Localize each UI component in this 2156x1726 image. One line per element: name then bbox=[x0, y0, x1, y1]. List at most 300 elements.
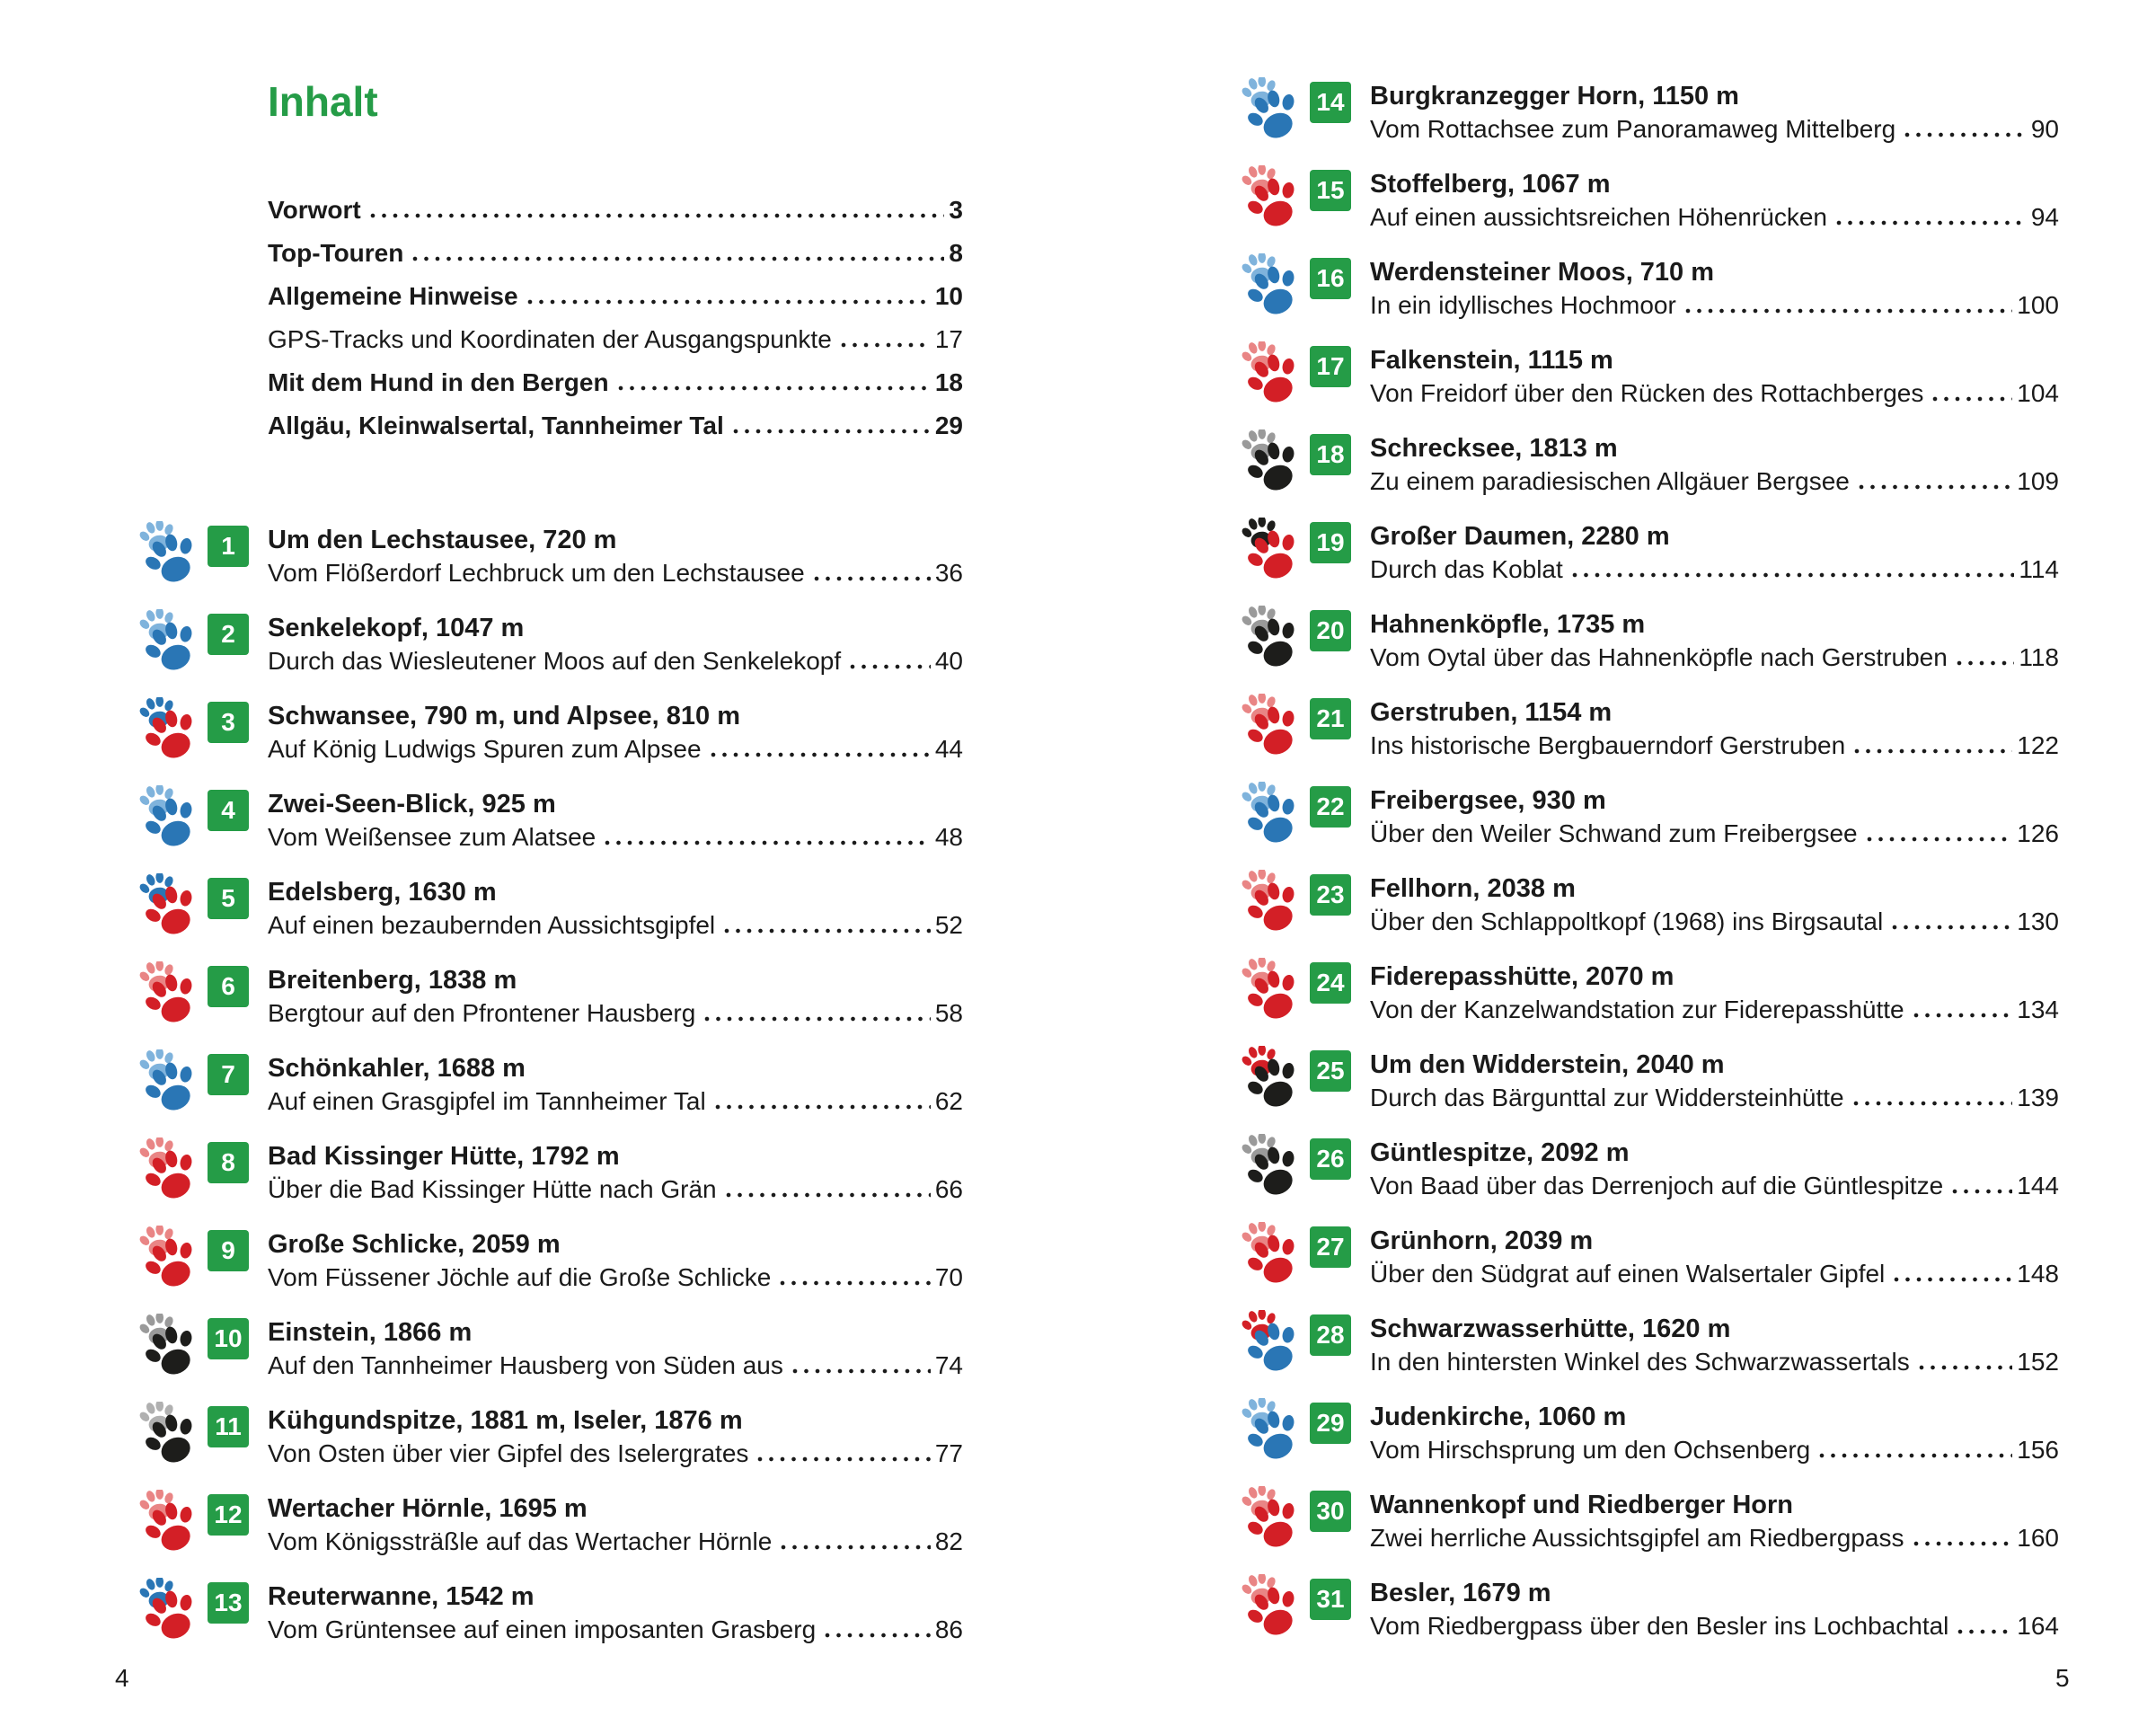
dot-leader bbox=[410, 256, 944, 261]
tour-entry bbox=[139, 525, 963, 589]
tour-subtitle: Von Osten über vier Gipfel des Iselergrates bbox=[268, 1439, 749, 1467]
entry-label: GPS-Tracks und Koordinaten der Ausgangspunkte bbox=[268, 325, 832, 353]
tour-page-number: 82 bbox=[934, 1527, 963, 1555]
tour-page-number: 144 bbox=[2017, 1172, 2059, 1199]
paw-icon bbox=[1241, 518, 1306, 582]
tour-text bbox=[1370, 81, 2059, 145]
tour-number-badge: 18 bbox=[1310, 434, 1351, 475]
tour-entry bbox=[1241, 345, 2059, 409]
dot-leader bbox=[721, 928, 931, 934]
tour-subtitle-row bbox=[1370, 466, 2059, 497]
tour-title: Große Schlicke, 2059 m bbox=[268, 1230, 561, 1259]
dot-leader bbox=[1851, 748, 2012, 754]
page-number-left: 4 bbox=[115, 1664, 129, 1692]
dot-leader bbox=[1851, 1101, 2013, 1106]
tour-subtitle: Auf einen aussichtsreichen Höhenrücken bbox=[1370, 203, 1827, 231]
tour-subtitle: Zwei herrliche Aussichtsgipfel am Riedbergpass bbox=[1370, 1524, 1904, 1552]
paw-icon bbox=[1241, 1398, 1306, 1463]
front-matter-entry bbox=[268, 196, 963, 239]
paw-icon bbox=[139, 1402, 204, 1466]
tour-subtitle-row bbox=[268, 822, 963, 853]
tour-text bbox=[1370, 1226, 2059, 1289]
tour-subtitle: Vom Weißensee zum Alatsee bbox=[268, 823, 596, 851]
tour-number-badge: 2 bbox=[208, 614, 249, 655]
dot-leader bbox=[615, 385, 931, 391]
tour-number-badge: 19 bbox=[1310, 522, 1351, 563]
dot-leader bbox=[1954, 660, 2015, 666]
tour-text bbox=[268, 1141, 963, 1205]
tour-text bbox=[1370, 1137, 2059, 1201]
tour-page-number: 100 bbox=[2017, 291, 2059, 319]
tour-number-badge: 3 bbox=[208, 702, 249, 743]
paw-icon bbox=[139, 1137, 204, 1202]
tour-subtitle: Vom Grüntensee auf einen imposanten Grasberg bbox=[268, 1615, 817, 1643]
tour-subtitle: Auf einen Grasgipfel im Tannheimer Tal bbox=[268, 1087, 706, 1115]
tour-text bbox=[1370, 521, 2059, 585]
paw-icon bbox=[139, 1578, 204, 1642]
entry-label: Vorwort bbox=[268, 196, 361, 224]
tour-text bbox=[1370, 169, 2059, 233]
tour-number-badge: 15 bbox=[1310, 170, 1351, 211]
tour-subtitle: Durch das Bärgunttal zur Widdersteinhütte bbox=[1370, 1084, 1844, 1111]
dot-leader bbox=[1856, 484, 2012, 490]
tour-number-badge: 25 bbox=[1310, 1050, 1351, 1092]
tour-number-badge: 8 bbox=[208, 1142, 249, 1183]
tour-page-number: 94 bbox=[2030, 203, 2059, 231]
tour-subtitle: Zu einem paradiesischen Allgäuer Bergsee bbox=[1370, 467, 1850, 495]
front-matter-list bbox=[268, 196, 963, 455]
tour-title: Schrecksee, 1813 m bbox=[1370, 434, 1618, 463]
tour-text bbox=[1370, 1314, 2059, 1377]
dot-leader bbox=[1911, 1013, 2013, 1018]
tour-entry bbox=[1241, 1137, 2059, 1201]
tour-number-badge: 20 bbox=[1310, 610, 1351, 651]
front-matter-entry bbox=[268, 239, 963, 282]
tour-subtitle-row bbox=[1370, 995, 2059, 1025]
tour-subtitle-row bbox=[268, 1086, 963, 1117]
paw-icon bbox=[1241, 870, 1306, 934]
dot-leader bbox=[838, 342, 931, 348]
tour-subtitle-row bbox=[268, 1527, 963, 1557]
tour-title: Kühgundspitze, 1881 m, Iseler, 1876 m bbox=[268, 1406, 743, 1435]
tour-page-number: 118 bbox=[2019, 643, 2059, 671]
tour-subtitle-row bbox=[1370, 378, 2059, 409]
tour-text bbox=[268, 613, 963, 677]
tour-title: Bad Kissinger Hütte, 1792 m bbox=[268, 1142, 620, 1171]
dot-leader bbox=[822, 1633, 931, 1638]
dot-leader bbox=[1955, 1629, 2012, 1634]
tour-subtitle: Auf König Ludwigs Spuren zum Alpsee bbox=[268, 735, 702, 763]
paw-icon bbox=[1241, 1486, 1306, 1551]
dot-leader bbox=[525, 299, 931, 305]
tour-title: Stoffelberg, 1067 m bbox=[1370, 170, 1611, 199]
tour-subtitle-row bbox=[1370, 1259, 2059, 1289]
tour-title: Großer Daumen, 2280 m bbox=[1370, 522, 1670, 551]
paw-icon bbox=[1241, 606, 1306, 670]
tour-subtitle-row bbox=[1370, 202, 2059, 233]
entry-page-number: 18 bbox=[934, 368, 963, 396]
tour-number-badge: 17 bbox=[1310, 346, 1351, 387]
tour-entry bbox=[1241, 169, 2059, 233]
tour-entry bbox=[139, 1053, 963, 1117]
tour-entry bbox=[1241, 433, 2059, 497]
entry-page-number: 10 bbox=[934, 282, 963, 310]
tour-subtitle: Bergtour auf den Pfrontener Hausberg bbox=[268, 999, 696, 1027]
tour-subtitle-row bbox=[1370, 730, 2059, 761]
tour-number-badge: 12 bbox=[208, 1494, 249, 1536]
tour-subtitle-row bbox=[268, 558, 963, 589]
tour-page-number: 109 bbox=[2017, 467, 2059, 495]
tour-entry bbox=[139, 1581, 963, 1645]
tour-subtitle-row bbox=[1370, 819, 2059, 849]
tour-text bbox=[268, 1317, 963, 1381]
entry-label: Allgäu, Kleinwalsertal, Tannheimer Tal bbox=[268, 412, 724, 439]
dot-leader bbox=[723, 1192, 931, 1198]
tour-entry bbox=[1241, 1490, 2059, 1553]
tour-title: Edelsberg, 1630 m bbox=[268, 878, 497, 907]
tour-title: Breitenberg, 1838 m bbox=[268, 966, 517, 995]
tour-subtitle-row bbox=[1370, 1083, 2059, 1113]
tour-text bbox=[1370, 1490, 2059, 1553]
tour-entry bbox=[139, 965, 963, 1029]
tour-text bbox=[268, 701, 963, 765]
tour-title: Schwansee, 790 m, und Alpsee, 810 m bbox=[268, 702, 740, 730]
tour-page-number: 90 bbox=[2030, 115, 2059, 143]
tour-number-badge: 26 bbox=[1310, 1138, 1351, 1180]
tour-page-number: 40 bbox=[934, 647, 963, 675]
paw-icon bbox=[1241, 253, 1306, 318]
dot-leader bbox=[1916, 1365, 2013, 1370]
tour-subtitle: In ein idyllisches Hochmoor bbox=[1370, 291, 1676, 319]
tour-number-badge: 24 bbox=[1310, 962, 1351, 1004]
dot-leader bbox=[778, 1545, 931, 1550]
tour-title: Einstein, 1866 m bbox=[268, 1318, 473, 1347]
tour-subtitle: Über den Weiler Schwand zum Freibergsee bbox=[1370, 819, 1858, 847]
dot-leader bbox=[1833, 220, 2027, 226]
tour-subtitle: Ins historische Bergbauerndorf Gerstruben bbox=[1370, 731, 1846, 759]
tour-title: Werdensteiner Moos, 710 m bbox=[1370, 258, 1715, 287]
tour-title: Falkenstein, 1115 m bbox=[1370, 346, 1613, 375]
tour-entry bbox=[139, 613, 963, 677]
tour-subtitle: Vom Rottachsee zum Panoramaweg Mittelberg bbox=[1370, 115, 1896, 143]
dot-leader bbox=[777, 1280, 931, 1286]
paw-icon bbox=[139, 873, 204, 938]
tour-entry bbox=[1241, 697, 2059, 761]
tour-subtitle: Über den Schlappoltkopf (1968) ins Birgsautal bbox=[1370, 907, 1884, 935]
tour-text bbox=[1370, 873, 2059, 937]
dot-leader bbox=[1930, 396, 2012, 402]
entry-label: Allgemeine Hinweise bbox=[268, 282, 518, 310]
tour-title: Güntlespitze, 2092 m bbox=[1370, 1138, 1630, 1167]
tour-subtitle-row bbox=[268, 646, 963, 677]
dot-leader bbox=[811, 576, 931, 581]
tour-title: Schönkahler, 1688 m bbox=[268, 1054, 526, 1083]
tour-entry bbox=[1241, 873, 2059, 937]
paw-icon bbox=[139, 697, 204, 762]
tour-number-badge: 30 bbox=[1310, 1491, 1351, 1532]
entry-label: Top-Touren bbox=[268, 239, 404, 267]
tour-text bbox=[1370, 433, 2059, 497]
paw-icon bbox=[139, 785, 204, 850]
paw-icon bbox=[139, 1314, 204, 1378]
tour-page-number: 126 bbox=[2017, 819, 2059, 847]
dot-leader bbox=[847, 664, 931, 669]
tour-page-number: 104 bbox=[2017, 379, 2059, 407]
tour-text bbox=[1370, 785, 2059, 849]
tour-subtitle-row bbox=[268, 1262, 963, 1293]
tour-page-number: 122 bbox=[2017, 731, 2059, 759]
paw-icon bbox=[1241, 1574, 1306, 1639]
tour-page-number: 74 bbox=[934, 1351, 963, 1379]
tour-text bbox=[268, 789, 963, 853]
tour-page-number: 70 bbox=[934, 1263, 963, 1291]
paw-icon bbox=[139, 521, 204, 586]
tour-number-badge: 21 bbox=[1310, 698, 1351, 739]
paw-icon bbox=[139, 1049, 204, 1114]
tour-subtitle-row bbox=[1370, 290, 2059, 321]
tour-page-number: 148 bbox=[2017, 1260, 2059, 1288]
tour-title: Schwarzwasserhütte, 1620 m bbox=[1370, 1314, 1731, 1343]
tour-entry bbox=[1241, 1049, 2059, 1113]
dot-leader bbox=[755, 1456, 930, 1462]
tour-subtitle: In den hintersten Winkel des Schwarzwassertals bbox=[1370, 1348, 1910, 1376]
tour-text bbox=[268, 877, 963, 941]
tour-subtitle-row bbox=[1370, 1435, 2059, 1465]
tour-entry bbox=[139, 701, 963, 765]
tour-title: Burgkranzegger Horn, 1150 m bbox=[1370, 82, 1739, 111]
tour-subtitle-row bbox=[1370, 554, 2059, 585]
tour-entry bbox=[139, 1141, 963, 1205]
entry-page-number: 8 bbox=[949, 239, 963, 267]
tour-subtitle-row bbox=[268, 998, 963, 1029]
tour-text bbox=[1370, 697, 2059, 761]
tour-subtitle-row bbox=[1370, 114, 2059, 145]
paw-icon bbox=[1241, 77, 1306, 142]
tour-number-badge: 9 bbox=[208, 1230, 249, 1271]
tour-subtitle: Von der Kanzelwandstation zur Fiderepasshütte bbox=[1370, 996, 1904, 1023]
tour-entry bbox=[1241, 1314, 2059, 1377]
entry-label: Mit dem Hund in den Bergen bbox=[268, 368, 609, 396]
dot-leader bbox=[1949, 1189, 2012, 1194]
tour-title: Besler, 1679 m bbox=[1370, 1579, 1551, 1607]
tour-entry bbox=[139, 789, 963, 853]
tour-subtitle-row bbox=[268, 734, 963, 765]
tour-list-right bbox=[1241, 81, 2059, 1666]
tour-entry bbox=[139, 877, 963, 941]
tour-number-badge: 13 bbox=[208, 1582, 249, 1624]
paw-icon bbox=[139, 1226, 204, 1290]
tour-text bbox=[268, 1581, 963, 1645]
paw-icon bbox=[1241, 782, 1306, 846]
tour-entry bbox=[1241, 961, 2059, 1025]
tour-subtitle: Vom Oytal über das Hahnenköpfle nach Gerstruben bbox=[1370, 643, 1948, 671]
tour-subtitle: Von Baad über das Derrenjoch auf die Güntlespitze bbox=[1370, 1172, 1944, 1199]
tour-subtitle-row bbox=[1370, 1523, 2059, 1553]
tour-subtitle: Vom Flößerdorf Lechbruck um den Lechstausee bbox=[268, 559, 805, 587]
dot-leader bbox=[1816, 1453, 2012, 1458]
tour-subtitle-row bbox=[1370, 1611, 2059, 1642]
tour-text bbox=[1370, 1049, 2059, 1113]
tour-subtitle: Über die Bad Kissinger Hütte nach Grän bbox=[268, 1175, 717, 1203]
tour-subtitle-row bbox=[268, 1615, 963, 1645]
tour-page-number: 139 bbox=[2017, 1084, 2059, 1111]
paw-icon bbox=[1241, 1046, 1306, 1111]
dot-leader bbox=[712, 1104, 931, 1110]
tour-number-badge: 31 bbox=[1310, 1579, 1351, 1620]
tour-entry bbox=[1241, 1402, 2059, 1465]
tour-entry bbox=[1241, 257, 2059, 321]
tour-entry bbox=[1241, 785, 2059, 849]
tour-number-badge: 14 bbox=[1310, 82, 1351, 123]
paw-icon bbox=[1241, 1134, 1306, 1199]
tour-number-badge: 10 bbox=[208, 1318, 249, 1359]
tour-number-badge: 11 bbox=[208, 1406, 249, 1447]
tour-text bbox=[268, 1229, 963, 1293]
tour-text bbox=[1370, 961, 2059, 1025]
page-title: Inhalt bbox=[268, 78, 378, 125]
tour-page-number: 77 bbox=[934, 1439, 963, 1467]
dot-leader bbox=[602, 840, 931, 845]
tour-number-badge: 7 bbox=[208, 1054, 249, 1095]
tour-title: Senkelekopf, 1047 m bbox=[268, 614, 525, 642]
tour-page-number: 52 bbox=[934, 911, 963, 939]
tour-subtitle-row bbox=[1370, 907, 2059, 937]
tour-page-number: 114 bbox=[2019, 555, 2059, 583]
dot-leader bbox=[1864, 836, 2013, 842]
tour-subtitle: Von Freidorf über den Rücken des Rottachberges bbox=[1370, 379, 1924, 407]
tour-text bbox=[1370, 1402, 2059, 1465]
dot-leader bbox=[1683, 308, 2012, 314]
tour-text bbox=[268, 1493, 963, 1557]
tour-subtitle: Auf einen bezaubernden Aussichtsgipfel bbox=[268, 911, 716, 939]
tour-subtitle: Auf den Tannheimer Hausberg von Süden aus bbox=[268, 1351, 783, 1379]
tour-entry bbox=[139, 1405, 963, 1469]
front-matter-entry bbox=[268, 282, 963, 325]
tour-page-number: 36 bbox=[934, 559, 963, 587]
paw-icon bbox=[1241, 1222, 1306, 1287]
paw-icon bbox=[1241, 1310, 1306, 1375]
dot-leader bbox=[708, 752, 931, 757]
front-matter-entry bbox=[268, 368, 963, 412]
page-number-right: 5 bbox=[2055, 1664, 2070, 1692]
tour-text bbox=[1370, 609, 2059, 673]
tour-subtitle: Vom Königssträßle auf das Wertacher Hörnle bbox=[268, 1527, 773, 1555]
tour-subtitle: Vom Füssener Jöchle auf die Große Schlicke bbox=[268, 1263, 772, 1291]
tour-entry bbox=[1241, 1226, 2059, 1289]
tour-subtitle-row bbox=[1370, 642, 2059, 673]
tour-page-number: 130 bbox=[2017, 907, 2059, 935]
tour-title: Gerstruben, 1154 m bbox=[1370, 698, 1613, 727]
tour-title: Judenkirche, 1060 m bbox=[1370, 1403, 1627, 1431]
paw-icon bbox=[139, 1490, 204, 1554]
tour-title: Um den Lechstausee, 720 m bbox=[268, 526, 617, 554]
tour-subtitle: Vom Riedbergpass über den Besler ins Lochbachtal bbox=[1370, 1612, 1949, 1640]
tour-entry bbox=[1241, 609, 2059, 673]
tour-subtitle-row bbox=[268, 910, 963, 941]
tour-number-badge: 23 bbox=[1310, 874, 1351, 916]
tour-page-number: 156 bbox=[2017, 1436, 2059, 1464]
tour-text bbox=[268, 1053, 963, 1117]
tour-page-number: 62 bbox=[934, 1087, 963, 1115]
tour-page-number: 152 bbox=[2017, 1348, 2059, 1376]
tour-page-number: 66 bbox=[934, 1175, 963, 1203]
paw-icon bbox=[1241, 694, 1306, 758]
tour-title: Zwei-Seen-Blick, 925 m bbox=[268, 790, 556, 819]
tour-subtitle-row bbox=[1370, 1347, 2059, 1377]
paw-icon bbox=[1241, 958, 1306, 1022]
tour-number-badge: 28 bbox=[1310, 1314, 1351, 1356]
tour-entry bbox=[139, 1317, 963, 1381]
tour-title: Um den Widderstein, 2040 m bbox=[1370, 1050, 1725, 1079]
tour-title: Fiderepasshütte, 2070 m bbox=[1370, 962, 1674, 991]
tour-subtitle-row bbox=[1370, 1171, 2059, 1201]
tour-number-badge: 1 bbox=[208, 526, 249, 567]
paw-icon bbox=[1241, 165, 1306, 230]
dot-leader bbox=[1891, 1277, 2012, 1282]
dot-leader bbox=[1569, 572, 2015, 578]
tour-title: Wertacher Hörnle, 1695 m bbox=[268, 1494, 588, 1523]
tour-subtitle: Vom Hirschsprung um den Ochsenberg bbox=[1370, 1436, 1811, 1464]
tour-number-badge: 5 bbox=[208, 878, 249, 919]
paw-icon bbox=[1241, 341, 1306, 406]
tour-page-number: 58 bbox=[934, 999, 963, 1027]
tour-text bbox=[1370, 1578, 2059, 1642]
tour-entry bbox=[1241, 1578, 2059, 1642]
tour-subtitle: Über den Südgrat auf einen Walsertaler Gipfel bbox=[1370, 1260, 1886, 1288]
tour-list-left bbox=[139, 525, 963, 1669]
entry-page-number: 3 bbox=[949, 196, 963, 224]
front-matter-entry bbox=[268, 412, 963, 455]
tour-page-number: 48 bbox=[934, 823, 963, 851]
dot-leader bbox=[730, 429, 931, 434]
tour-subtitle: Durch das Wiesleutener Moos auf den Senkelekopf bbox=[268, 647, 842, 675]
tour-subtitle: Durch das Koblat bbox=[1370, 555, 1563, 583]
tour-text bbox=[268, 525, 963, 589]
tour-title: Grünhorn, 2039 m bbox=[1370, 1226, 1594, 1255]
tour-subtitle-row bbox=[268, 1350, 963, 1381]
tour-entry bbox=[139, 1493, 963, 1557]
tour-title: Wannenkopf und Riedberger Horn bbox=[1370, 1491, 1793, 1519]
tour-page-number: 164 bbox=[2017, 1612, 2059, 1640]
dot-leader bbox=[1911, 1541, 2013, 1546]
tour-entry bbox=[1241, 521, 2059, 585]
tour-text bbox=[268, 1405, 963, 1469]
tour-page-number: 160 bbox=[2017, 1524, 2059, 1552]
tour-number-badge: 29 bbox=[1310, 1403, 1351, 1444]
tour-entry bbox=[1241, 81, 2059, 145]
tour-number-badge: 6 bbox=[208, 966, 249, 1007]
tour-number-badge: 22 bbox=[1310, 786, 1351, 828]
dot-leader bbox=[790, 1368, 931, 1374]
tour-number-badge: 4 bbox=[208, 790, 249, 831]
front-matter-entry bbox=[268, 325, 963, 368]
dot-leader bbox=[1889, 925, 2012, 930]
entry-page-number: 29 bbox=[934, 412, 963, 439]
paw-icon bbox=[1241, 429, 1306, 494]
tour-title: Hahnenköpfle, 1735 m bbox=[1370, 610, 1646, 639]
tour-page-number: 44 bbox=[934, 735, 963, 763]
paw-icon bbox=[139, 961, 204, 1026]
tour-page-number: 86 bbox=[934, 1615, 963, 1643]
entry-page-number: 17 bbox=[934, 325, 963, 353]
paw-icon bbox=[139, 609, 204, 674]
tour-number-badge: 27 bbox=[1310, 1226, 1351, 1268]
tour-text bbox=[1370, 345, 2059, 409]
tour-number-badge: 16 bbox=[1310, 258, 1351, 299]
dot-leader bbox=[367, 213, 945, 218]
tour-title: Fellhorn, 2038 m bbox=[1370, 874, 1576, 903]
tour-title: Freibergsee, 930 m bbox=[1370, 786, 1606, 815]
